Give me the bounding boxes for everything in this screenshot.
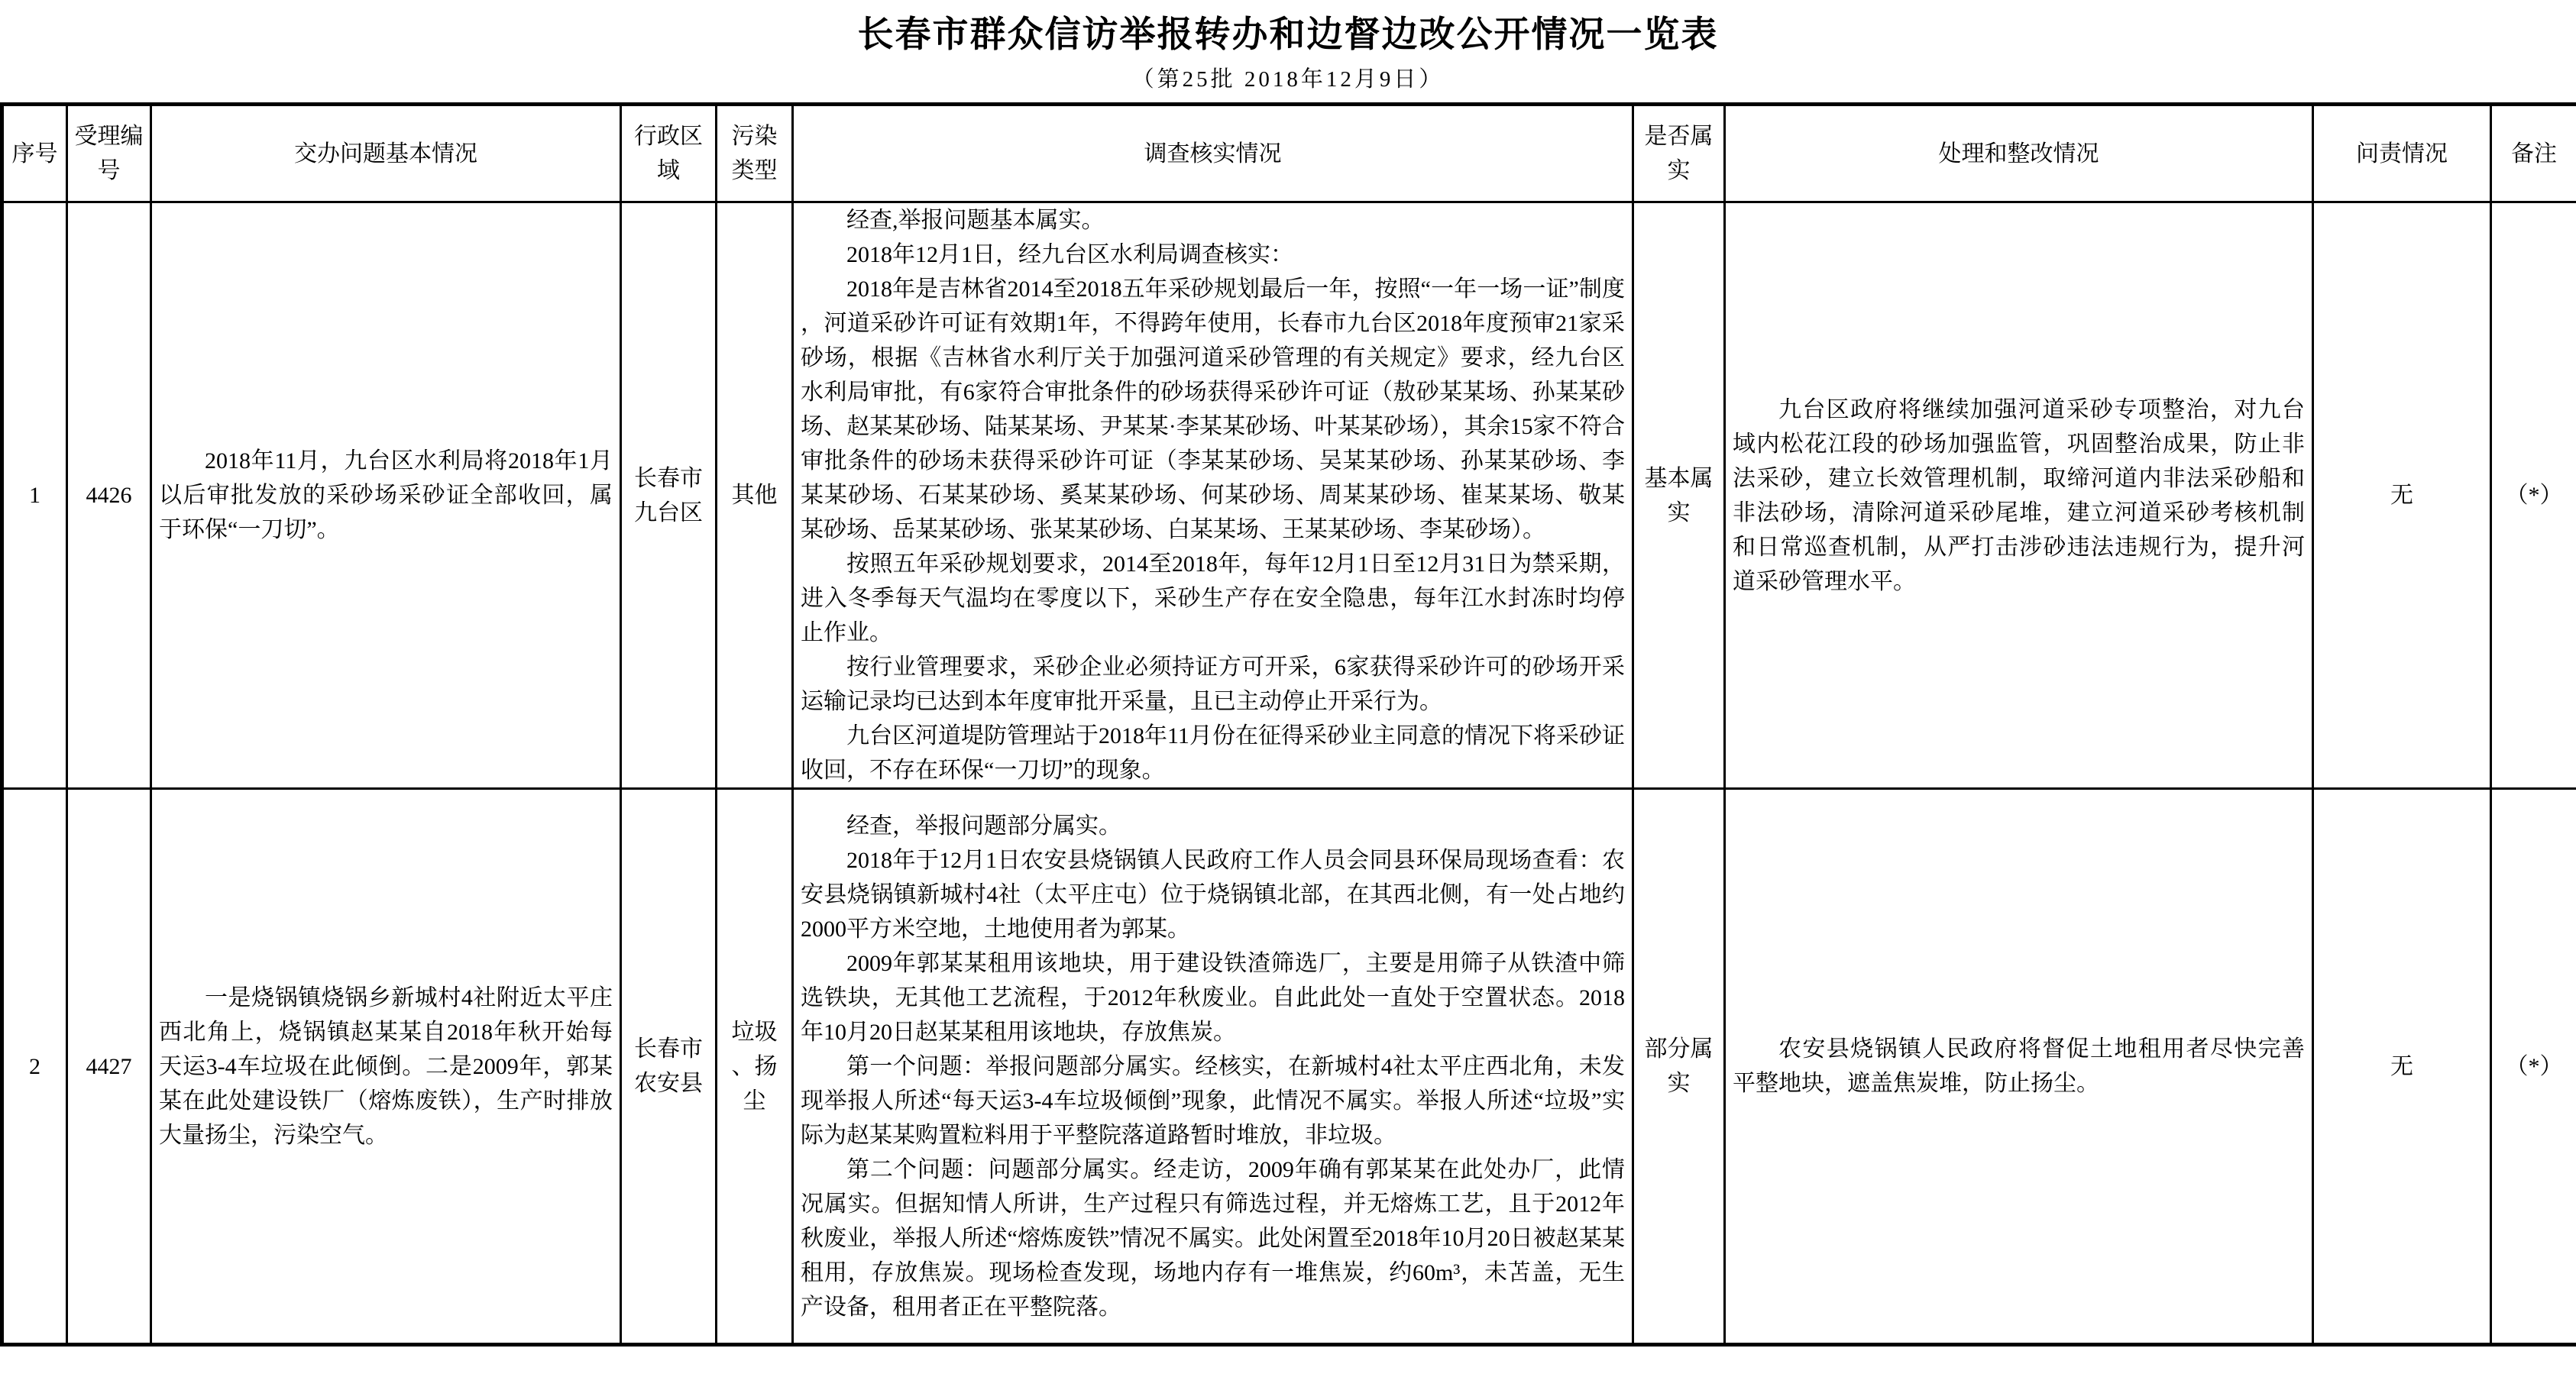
investigation-paragraph: 经查,举报问题基本属实。 — [846, 208, 1105, 233]
investigation-paragraph: 2009年郭某某租用该地块，用于建设铁渣筛选厂，主要是用筛子从铁渣中筛选铁块，无其他工艺流程，于2012年秋废业。自此此处一直处于空置状态。2018年10月20日赵某某租用该地块，存放焦炭。 — [801, 950, 1625, 1045]
table-row — [2, 789, 2576, 1345]
cell-region: 长春市农安县 — [621, 789, 717, 1345]
report-table — [0, 102, 2576, 1347]
investigation-paragraph: 按照五年采砂规划要求，2014至2018年，每年12月1日至12月31日为禁采期，进入冬季每天气温均在零度以下，采砂生产存在安全隐患，每年江水封冻时均停止作业。 — [801, 551, 1625, 645]
col-header-verified: 是否属实 — [1633, 105, 1725, 202]
col-header-investigation: 调查核实情况 — [793, 105, 1633, 202]
col-header-region: 行政区域 — [621, 105, 717, 202]
cell-problem — [151, 202, 621, 789]
col-header-accountability: 问责情况 — [2313, 105, 2491, 202]
cell-pollution-type: 垃圾、扬尘 — [717, 789, 793, 1345]
cell-seq: 1 — [2, 202, 67, 789]
cell-verified: 部分属实 — [1633, 789, 1725, 1345]
col-header-rectification: 处理和整改情况 — [1725, 105, 2313, 202]
rectification-paragraph: 九台区政府将继续加强河道采砂专项整治，对九台域内松花江段的砂场加强监管，巩固整治成果，防止非法采砂，建立长效管理机制，取缔河道内非法采砂船和非法砂场，清除河道采砂尾堆，建立河道采砂考核机制和日常巡查机制，从严打击涉砂违法违规行为，提升河道采砂管理水平。 — [1733, 396, 2305, 594]
cell-rectification — [1725, 789, 2313, 1345]
investigation-paragraph: 第二个问题：问题部分属实。经走访，2009年确有郭某某在此处办厂，此情况属实。但据知情人所讲，生产过程只有筛选过程，并无熔炼工艺，且于2012年秋废业，举报人所述“熔炼废铁”情况不属实。此处闲置至2018年10月20日被赵某某租用，存放焦炭。现场检查发现，场地内存有一堆焦炭，约60m³，未苫盖，无生产设备，租用者正在平整院落。 — [801, 1156, 1625, 1320]
problem-paragraph: 一是烧锅镇烧锅乡新城村4社附近太平庄西北角上，烧锅镇赵某某自2018年秋开始每天运3-4车垃圾在此倾倒。二是2009年，郭某某在此处建设铁厂（熔炼废铁），生产时排放大量扬尘，污染空气。 — [159, 984, 613, 1148]
investigation-paragraph: 按行业管理要求，采砂企业必须持证方可开采，6家获得采砂许可的砂场开采运输记录均已达到本年度审批开采量，且已主动停止开采行为。 — [801, 655, 1625, 714]
cell-investigation — [793, 202, 1633, 789]
cell-region: 长春市九台区 — [621, 202, 717, 789]
cell-remark: （*） — [2491, 789, 2576, 1345]
col-header-remark: 备注 — [2491, 105, 2576, 202]
page-subtitle: （第25批 2018年12月9日） — [1131, 67, 1445, 92]
rectification-paragraph: 农安县烧锅镇人民政府将督促土地租用者尽快完善平整地块，遮盖焦炭堆，防止扬尘。 — [1733, 1036, 2305, 1096]
cell-case-no: 4427 — [67, 789, 151, 1345]
col-header-pollution-type: 污染类型 — [717, 105, 793, 202]
table-row — [2, 202, 2576, 789]
cell-accountability: 无 — [2313, 789, 2491, 1345]
cell-seq: 2 — [2, 789, 67, 1345]
cell-case-no: 4426 — [67, 202, 151, 789]
investigation-paragraph: 九台区河道堤防管理站于2018年11月份在征得采砂业主同意的情况下将采砂证收回，不存在环保“一刀切”的现象。 — [801, 723, 1625, 783]
investigation-paragraph: 2018年12月1日，经九台区水利局调查核实： — [846, 242, 1293, 267]
cell-accountability: 无 — [2313, 202, 2491, 789]
cell-investigation — [793, 789, 1633, 1345]
cell-problem — [151, 789, 621, 1345]
col-header-problem: 交办问题基本情况 — [151, 105, 621, 202]
investigation-paragraph: 经查，举报问题部分属实。 — [846, 813, 1121, 839]
cell-remark: （*） — [2491, 202, 2576, 789]
problem-paragraph: 2018年11月，九台区水利局将2018年1月以后审批发放的采砂场采砂证全部收回，属于环保“一刀切”。 — [159, 448, 613, 542]
col-header-case-no: 受理编号 — [67, 105, 151, 202]
cell-pollution-type: 其他 — [717, 202, 793, 789]
table-header-row — [2, 105, 2576, 202]
investigation-paragraph: 2018年是吉林省2014至2018五年采砂规划最后一年，按照“一年一场一证”制度，河道采砂许可证有效期1年，不得跨年使用，长春市九台区2018年度预审21家采砂场，根据《吉林省水利厅关于加强河道采砂管理的有关规定》要求，经九台区水利局审批，有6家符合审批条件的砂场获得采砂许可证（敖砂某某场、孙某某砂场、赵某某砂场、陆某某场、尹某某·李某某砂场、叶某某砂场），其余15家不符合审批条件的砂场未获得采砂许可证（李某某砂场、吴某某砂场、孙某某砂场、李某某砂场、石某某砂场、奚某某砂场、何某砂场、周某某砂场、崔某某场、敬某某砂场、岳某某砂场、张某某砂场、白某某场、王某某砂场、李某砂场）。 — [801, 276, 1625, 542]
investigation-paragraph: 2018年于12月1日农安县烧锅镇人民政府工作人员会同县环保局现场查看：农安县烧锅镇新城村4社（太平庄屯）位于烧锅镇北部，在其西北侧，有一处占地约2000平方米空地，土地使用者为郭某。 — [801, 847, 1625, 942]
cell-rectification — [1725, 202, 2313, 789]
col-header-seq: 序号 — [2, 105, 67, 202]
page-title: 长春市群众信访举报转办和边督边改公开情况一览表 — [857, 15, 1719, 55]
investigation-paragraph: 第一个问题：举报问题部分属实。经核实，在新城村4社太平庄西北角，未发现举报人所述“每天运3-4车垃圾倾倒”现象，此情况不属实。举报人所述“垃圾”实际为赵某某购置粒料用于平整院落道路暂时堆放，非垃圾。 — [801, 1053, 1625, 1148]
cell-verified: 基本属实 — [1633, 202, 1725, 789]
